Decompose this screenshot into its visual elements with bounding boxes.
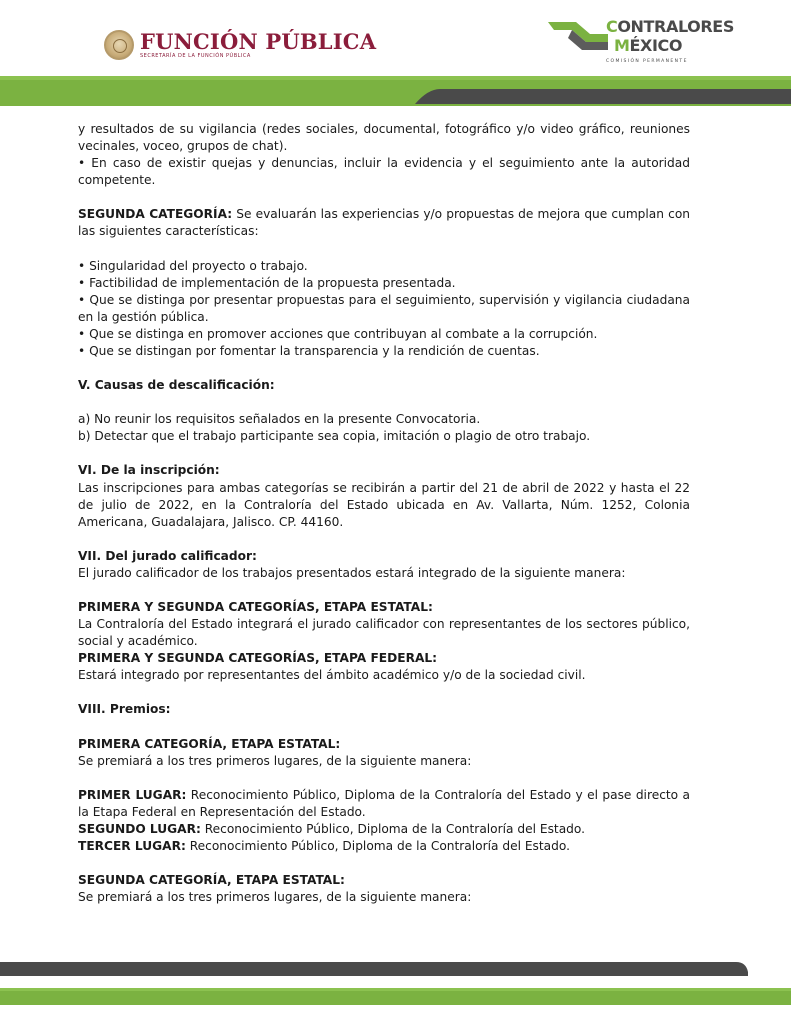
subsection-heading: PRIMERA Y SEGUNDA CATEGORÍAS, ETAPA ESTATAL: xyxy=(78,599,433,614)
section-heading: VI. De la inscripción: xyxy=(78,463,220,478)
section-heading: VII. Del jurado calificador: xyxy=(78,548,257,563)
paragraph: b) Detectar que el trabajo participante sea copia, imitación o plagio de otro trabajo. xyxy=(78,429,591,444)
paragraph: Se premiará a los tres primeros lugares, de la siguiente manera: xyxy=(78,753,472,768)
contralores-mexico-logo xyxy=(546,14,734,70)
funcion-publica-subtitle: SECRETARÍA DE LA FUNCIÓN PÚBLICA xyxy=(140,52,251,59)
prize-label: SEGUNDO LUGAR: xyxy=(78,821,201,836)
footer-decorative-band xyxy=(0,958,791,1024)
prize-label: TERCER LUGAR: xyxy=(78,839,186,853)
section-heading: VIII. Premios: xyxy=(78,702,171,717)
funcion-publica-title: FUNCIÓN PÚBLICA xyxy=(140,28,377,54)
paragraph: Las inscripciones para ambas categorías se recibirán a partir del 21 de abril de 2022 y hasta el 22 de julio de 2022, en la Contraloría del Estado ubicada en Av. Vallarta, Núm. 1252, Colonia Americana, Guadalajara, Jalisco. CP. 44160. xyxy=(78,480,690,529)
section-heading: V. Causas de descalificación: xyxy=(78,378,275,393)
paragraph: El jurado calificador de los trabajos presentados estará integrado de la siguiente manera: xyxy=(78,565,626,580)
paragraph: a) No reunir los requisitos señalados en la presente Convocatoria. xyxy=(78,412,481,427)
mexico-word: MÉXICO xyxy=(614,36,683,55)
prize-item: PRIMER LUGAR: Reconocimiento Público, Diploma de la Contraloría del Estado y el pase directo a la Etapa Federal en Representación del Estado. xyxy=(78,787,690,819)
paragraph: SEGUNDA CATEGORÍA: Se evaluarán las experiencias y/o propuestas de mejora que cumplan con las siguientes características: xyxy=(78,207,690,239)
list-item: • Que se distingan por fomentar la transparencia y la rendición de cuentas. xyxy=(78,344,540,359)
subsection-heading: PRIMERA CATEGORÍA, ETAPA ESTATAL: xyxy=(78,736,341,751)
funcion-publica-logo xyxy=(104,30,376,60)
page-header xyxy=(0,0,791,112)
prize-item: SEGUNDO LUGAR: Reconocimiento Público, Diploma de la Contraloría del Estado. xyxy=(78,821,586,836)
category-label: SEGUNDA CATEGORÍA: xyxy=(78,207,233,222)
paragraph: Estará integrado por representantes del ámbito académico y/o de la sociedad civil. xyxy=(78,668,586,683)
seal-icon xyxy=(104,30,134,60)
paragraph: y resultados de su vigilancia (redes sociales, documental, fotográfico y/o video gráfico, reuniones vecinales, voceo, grupos de chat). xyxy=(78,122,690,154)
list-item: • Singularidad del proyecto o trabajo. xyxy=(78,258,308,273)
document-body xyxy=(78,121,690,906)
list-item: • Factibilidad de implementación de la propuesta presentada. xyxy=(78,275,456,290)
subsection-heading: SEGUNDA CATEGORÍA, ETAPA ESTATAL: xyxy=(78,873,345,888)
paragraph: • En caso de existir quejas y denuncias, incluir la evidencia y el seguimiento ante la autoridad competente. xyxy=(78,156,690,188)
subsection-heading: PRIMERA Y SEGUNDA CATEGORÍAS, ETAPA FEDERAL: xyxy=(78,651,438,666)
header-decorative-band xyxy=(0,76,791,112)
list-item: • Que se distinga por presentar propuestas para el seguimiento, supervisión y vigilancia ciudadana en la gestión pública. xyxy=(78,292,690,324)
list-item: • Que se distinga en promover acciones que contribuyan al combate a la corrupción. xyxy=(78,326,598,341)
paragraph: La Contraloría del Estado integrará el jurado calificador con representantes de los sectores público, social y académico. xyxy=(78,617,690,649)
prize-label: PRIMER LUGAR: xyxy=(78,787,187,802)
comision-permanente-label: COMISIÓN PERMANENTE xyxy=(606,59,688,64)
prize-item: TERCER LUGAR: Reconocimiento Público, Diploma de la Contraloría del Estado. xyxy=(78,839,570,853)
contralores-word: CONTRALORES xyxy=(606,17,734,36)
paragraph: Se premiará a los tres primeros lugares, de la siguiente manera: xyxy=(78,890,472,905)
